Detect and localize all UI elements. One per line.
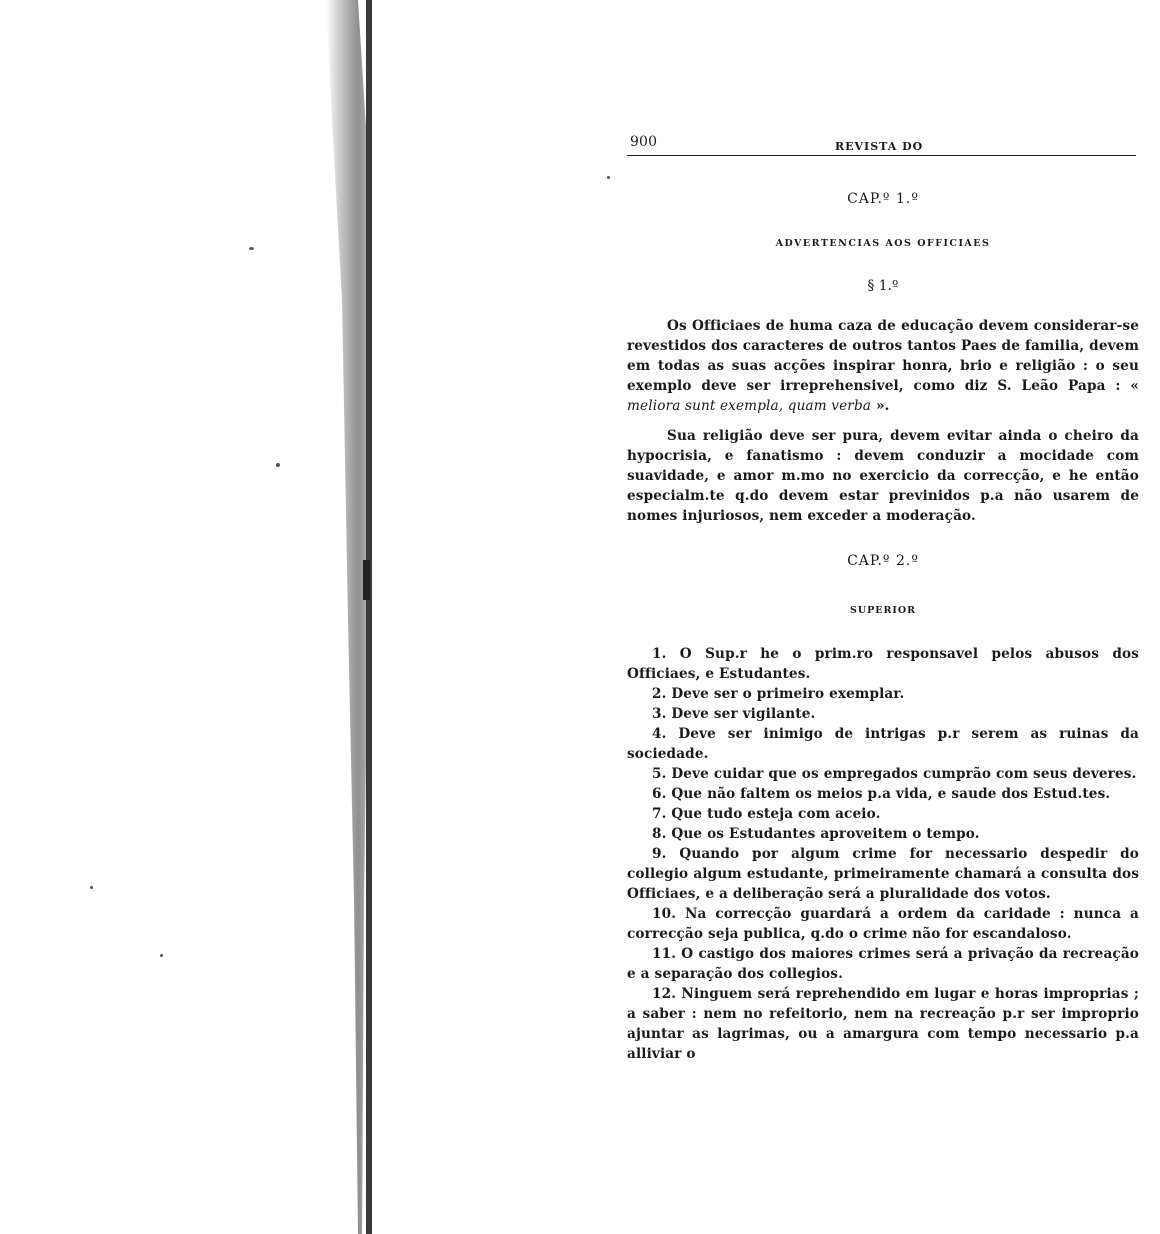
latin-quote: meliora sunt exempla, quam verba [627,398,872,414]
ink-speck [249,247,254,250]
paragraph-2: Sua religião deve ser pura, devem evitar ainda o cheiro da hypocrisia, e fanatismo : devem conduzir a mocidade com suavidade, e amor m.mo no exercicio da correcção, e he então especialm.te q.do devem estar previnidos p.a não usarem de nomes injuriosos, nem exceder a moderação. [627,428,1139,524]
list-item: 10. Na correcção guardará a ordem da caridade : nunca a correcção seja publica, q.do o crime não for escandaloso. [627,906,1139,942]
list-item: 11. O castigo dos maiores crimes será a privação da recreação e a separação dos collegios. [627,946,1139,982]
blank-facing-page [0,0,330,1234]
running-title: REVISTA DO [835,140,924,153]
list-item: 9. Quando por algum crime for necessario despedir do collegio algum estudante, primeiramente chamará a consulta dos Officiaes, e a deliberação será a pluralidade dos votos. [627,846,1139,902]
list-item: 12. Ninguem será reprehendido em lugar e horas improprias ; a saber : nem no refeitorio, nem na recreação p.r ser improprio ajuntar as lagrimas, ou a amargura com tempo necessario p.a alliviar o [627,986,1139,1062]
list-item: 6. Que não faltem os meios p.a vida, e saude dos Estud.tes. [652,786,1111,802]
chapter-2-heading: SUPERIOR [849,605,917,616]
section-mark: § 1.º [867,278,899,294]
list-item: 8. Que os Estudantes aproveitem o tempo. [652,826,980,842]
ink-speck [276,463,280,467]
rules-list [627,644,1139,1064]
chapter-2-title: CAP.º 2.º [847,553,919,569]
chapter-1-heading: ADVERTENCIAS AOS OFFICIAES [775,238,991,249]
ink-speck [160,954,163,957]
printed-page [627,128,1139,1064]
paragraph-1: Os Officiaes de huma caza de educação devem considerar-se revestidos dos caracteres de outros tantos Paes de familia, devem em todas as suas acções inspirar honra, brio e religião : o seu exemplo deve ser irreprehensivel, como diz S. Leão Papa : « meliora sunt exempla, quam verba ». [627,318,1139,414]
page-number: 900 [630,134,658,150]
list-item: 7. Que tudo esteja com aceio. [652,806,881,822]
list-item: 3. Deve ser vigilante. [652,706,816,722]
ink-speck [607,176,610,179]
page-header [627,128,1139,153]
list-item: 2. Deve ser o primeiro exemplar. [652,686,905,702]
list-item: 5. Deve cuidar que os empregados cumprão com seus deveres. [652,766,1137,782]
ink-speck [90,886,93,889]
chapter-1-title: CAP.º 1.º [847,191,919,207]
list-item: 1. O Sup.r he o prim.ro responsavel pelos abusos dos Officiaes, e Estudantes. [627,646,1139,682]
binding-gutter-shadow [318,0,380,1234]
list-item: 4. Deve ser inimigo de intrigas p.r serem as ruinas da sociedade. [627,726,1139,762]
